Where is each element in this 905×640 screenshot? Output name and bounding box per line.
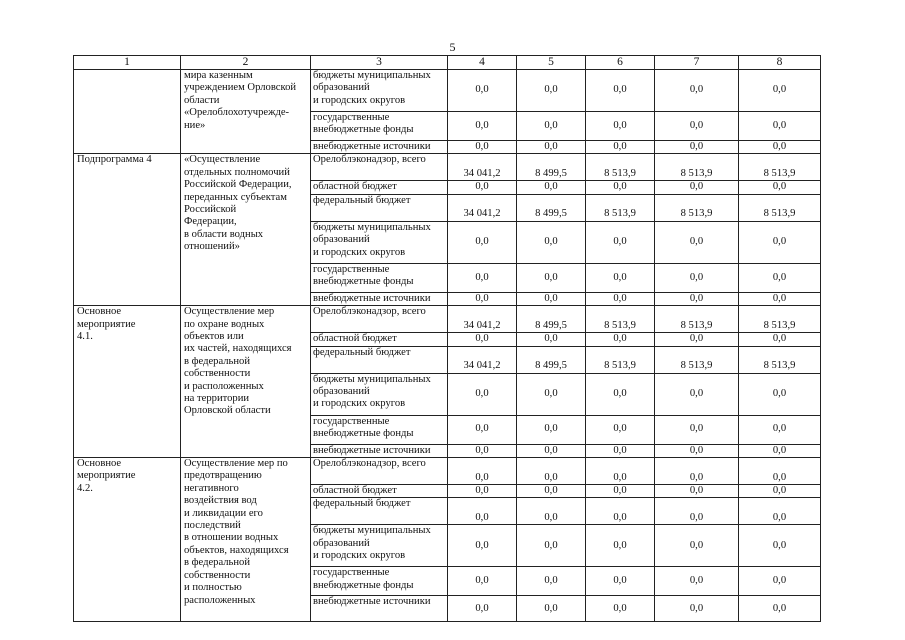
amount-cell: 0,0 <box>517 373 586 415</box>
program-name-cell <box>74 70 181 154</box>
amount-cell: 0,0 <box>448 333 517 346</box>
program-description-cell: Осуществление мер по охране водных объектов или их частей, находящихся в федеральной собственности и расположенных на территории Орловской области <box>181 306 311 458</box>
amount-cell: 0,0 <box>448 444 517 457</box>
amount-cell: 0,0 <box>517 112 586 141</box>
amount-cell: 8 513,9 <box>739 154 821 181</box>
amount-cell: 0,0 <box>655 221 739 263</box>
amount-cell: 0,0 <box>655 567 739 596</box>
amount-cell: 0,0 <box>448 141 517 154</box>
funding-source-cell: государственные внебюджетные фонды <box>311 415 448 444</box>
amount-cell: 0,0 <box>586 373 655 415</box>
amount-cell: 0,0 <box>739 458 821 485</box>
funding-source-cell: федеральный бюджет <box>311 346 448 373</box>
amount-cell: 0,0 <box>586 141 655 154</box>
amount-cell: 0,0 <box>586 70 655 112</box>
amount-cell: 0,0 <box>448 458 517 485</box>
header-cell: 6 <box>586 56 655 70</box>
funding-source-cell: федеральный бюджет <box>311 498 448 525</box>
amount-cell: 34 041,2 <box>448 346 517 373</box>
amount-cell: 0,0 <box>586 292 655 305</box>
amount-cell: 34 041,2 <box>448 194 517 221</box>
program-description-cell: мира казенным учреждением Орловской области «Орелоблохотучрежде- ние» <box>181 70 311 154</box>
amount-cell: 0,0 <box>517 415 586 444</box>
amount-cell: 0,0 <box>586 221 655 263</box>
amount-cell: 8 513,9 <box>586 306 655 333</box>
amount-cell: 0,0 <box>517 498 586 525</box>
amount-cell: 0,0 <box>739 181 821 194</box>
amount-cell: 0,0 <box>739 141 821 154</box>
funding-source-cell: бюджеты муниципальных образований и городских округов <box>311 70 448 112</box>
program-name-cell: Основное мероприятие 4.1. <box>74 306 181 458</box>
amount-cell: 0,0 <box>517 444 586 457</box>
amount-cell: 0,0 <box>739 596 821 622</box>
funding-source-cell: бюджеты муниципальных образований и городских округов <box>311 373 448 415</box>
amount-cell: 0,0 <box>586 333 655 346</box>
table-row <box>74 458 821 485</box>
header-cell: 1 <box>74 56 181 70</box>
amount-cell: 0,0 <box>586 567 655 596</box>
amount-cell: 8 513,9 <box>739 194 821 221</box>
amount-cell: 8 513,9 <box>586 154 655 181</box>
amount-cell: 0,0 <box>655 292 739 305</box>
amount-cell: 0,0 <box>655 525 739 567</box>
amount-cell: 0,0 <box>448 112 517 141</box>
amount-cell: 0,0 <box>655 498 739 525</box>
amount-cell: 0,0 <box>586 596 655 622</box>
amount-cell: 0,0 <box>586 444 655 457</box>
amount-cell: 0,0 <box>517 333 586 346</box>
amount-cell: 8 513,9 <box>739 306 821 333</box>
amount-cell: 0,0 <box>655 444 739 457</box>
table-row <box>74 306 821 333</box>
amount-cell: 0,0 <box>739 333 821 346</box>
amount-cell: 8 513,9 <box>586 346 655 373</box>
amount-cell: 0,0 <box>655 485 739 498</box>
funding-source-cell: областной бюджет <box>311 181 448 194</box>
amount-cell: 0,0 <box>739 70 821 112</box>
amount-cell: 0,0 <box>517 567 586 596</box>
header-cell: 8 <box>739 56 821 70</box>
amount-cell: 0,0 <box>586 263 655 292</box>
amount-cell: 8 513,9 <box>655 306 739 333</box>
program-description-cell: «Осуществление отдельных полномочий Российской Федерации, переданных субъектам Российской Федерации, в области водных отношений» <box>181 154 311 306</box>
amount-cell: 0,0 <box>448 596 517 622</box>
amount-cell: 0,0 <box>739 221 821 263</box>
amount-cell: 0,0 <box>655 263 739 292</box>
amount-cell: 0,0 <box>448 567 517 596</box>
amount-cell: 0,0 <box>448 70 517 112</box>
funding-source-cell: Орелоблэконадзор, всего <box>311 458 448 485</box>
funding-source-cell: областной бюджет <box>311 333 448 346</box>
amount-cell: 0,0 <box>448 485 517 498</box>
amount-cell: 0,0 <box>517 596 586 622</box>
header-cell: 2 <box>181 56 311 70</box>
amount-cell: 0,0 <box>655 373 739 415</box>
amount-cell: 8 513,9 <box>739 346 821 373</box>
amount-cell: 0,0 <box>739 292 821 305</box>
amount-cell: 0,0 <box>448 415 517 444</box>
amount-cell: 0,0 <box>448 292 517 305</box>
table-row <box>74 70 821 112</box>
amount-cell: 0,0 <box>586 112 655 141</box>
amount-cell: 0,0 <box>517 221 586 263</box>
header-cell: 5 <box>517 56 586 70</box>
amount-cell: 0,0 <box>517 458 586 485</box>
amount-cell: 0,0 <box>586 181 655 194</box>
amount-cell: 0,0 <box>655 333 739 346</box>
amount-cell: 0,0 <box>739 567 821 596</box>
amount-cell: 0,0 <box>739 444 821 457</box>
amount-cell: 0,0 <box>655 181 739 194</box>
amount-cell: 0,0 <box>586 485 655 498</box>
amount-cell: 0,0 <box>448 181 517 194</box>
amount-cell: 0,0 <box>586 525 655 567</box>
funding-source-cell: Орелоблэконадзор, всего <box>311 306 448 333</box>
funding-source-cell: внебюджетные источники <box>311 292 448 305</box>
funding-source-cell: Орелоблэконадзор, всего <box>311 154 448 181</box>
amount-cell: 34 041,2 <box>448 154 517 181</box>
amount-cell: 0,0 <box>448 525 517 567</box>
amount-cell: 8 513,9 <box>655 154 739 181</box>
program-description-cell: Осуществление мер по предотвращению негативного воздействия вод и ликвидации его последствий в отношении водных объектов, находящихся в федеральной собственности и полностью расположенных <box>181 458 311 622</box>
amount-cell: 0,0 <box>655 458 739 485</box>
amount-cell: 0,0 <box>655 415 739 444</box>
amount-cell: 0,0 <box>517 70 586 112</box>
table-body <box>74 56 821 622</box>
amount-cell: 0,0 <box>517 525 586 567</box>
amount-cell: 0,0 <box>517 141 586 154</box>
amount-cell: 0,0 <box>586 415 655 444</box>
amount-cell: 8 513,9 <box>655 346 739 373</box>
table-row <box>74 154 821 181</box>
funding-source-cell: внебюджетные источники <box>311 141 448 154</box>
header-cell: 3 <box>311 56 448 70</box>
header-row <box>74 56 821 70</box>
amount-cell: 34 041,2 <box>448 306 517 333</box>
amount-cell: 0,0 <box>517 485 586 498</box>
program-name-cell: Основное мероприятие 4.2. <box>74 458 181 622</box>
amount-cell: 0,0 <box>655 141 739 154</box>
header-cell: 4 <box>448 56 517 70</box>
page-number: 5 <box>449 40 456 54</box>
amount-cell: 0,0 <box>739 373 821 415</box>
funding-source-cell: государственные внебюджетные фонды <box>311 263 448 292</box>
funding-source-cell: федеральный бюджет <box>311 194 448 221</box>
amount-cell: 0,0 <box>655 596 739 622</box>
header-cell: 7 <box>655 56 739 70</box>
amount-cell: 0,0 <box>739 415 821 444</box>
amount-cell: 0,0 <box>517 263 586 292</box>
amount-cell: 8 513,9 <box>655 194 739 221</box>
amount-cell: 8 513,9 <box>586 194 655 221</box>
funding-source-cell: бюджеты муниципальных образований и городских округов <box>311 525 448 567</box>
amount-cell: 0,0 <box>655 112 739 141</box>
funding-source-cell: государственные внебюджетные фонды <box>311 112 448 141</box>
amount-cell: 0,0 <box>586 458 655 485</box>
amount-cell: 8 499,5 <box>517 346 586 373</box>
amount-cell: 0,0 <box>739 485 821 498</box>
amount-cell: 0,0 <box>448 221 517 263</box>
amount-cell: 0,0 <box>739 112 821 141</box>
amount-cell: 0,0 <box>739 498 821 525</box>
program-name-cell: Подпрограмма 4 <box>74 154 181 306</box>
amount-cell: 0,0 <box>517 181 586 194</box>
amount-cell: 8 499,5 <box>517 194 586 221</box>
amount-cell: 0,0 <box>448 373 517 415</box>
funding-source-cell: бюджеты муниципальных образований и городских округов <box>311 221 448 263</box>
funding-source-cell: областной бюджет <box>311 485 448 498</box>
amount-cell: 8 499,5 <box>517 154 586 181</box>
amount-cell: 0,0 <box>655 70 739 112</box>
funding-source-cell: государственные внебюджетные фонды <box>311 567 448 596</box>
amount-cell: 0,0 <box>739 263 821 292</box>
amount-cell: 0,0 <box>448 498 517 525</box>
amount-cell: 0,0 <box>517 292 586 305</box>
budget-table <box>73 55 821 622</box>
amount-cell: 0,0 <box>739 525 821 567</box>
funding-source-cell: внебюджетные источники <box>311 596 448 622</box>
amount-cell: 8 499,5 <box>517 306 586 333</box>
funding-source-cell: внебюджетные источники <box>311 444 448 457</box>
amount-cell: 0,0 <box>586 498 655 525</box>
amount-cell: 0,0 <box>448 263 517 292</box>
